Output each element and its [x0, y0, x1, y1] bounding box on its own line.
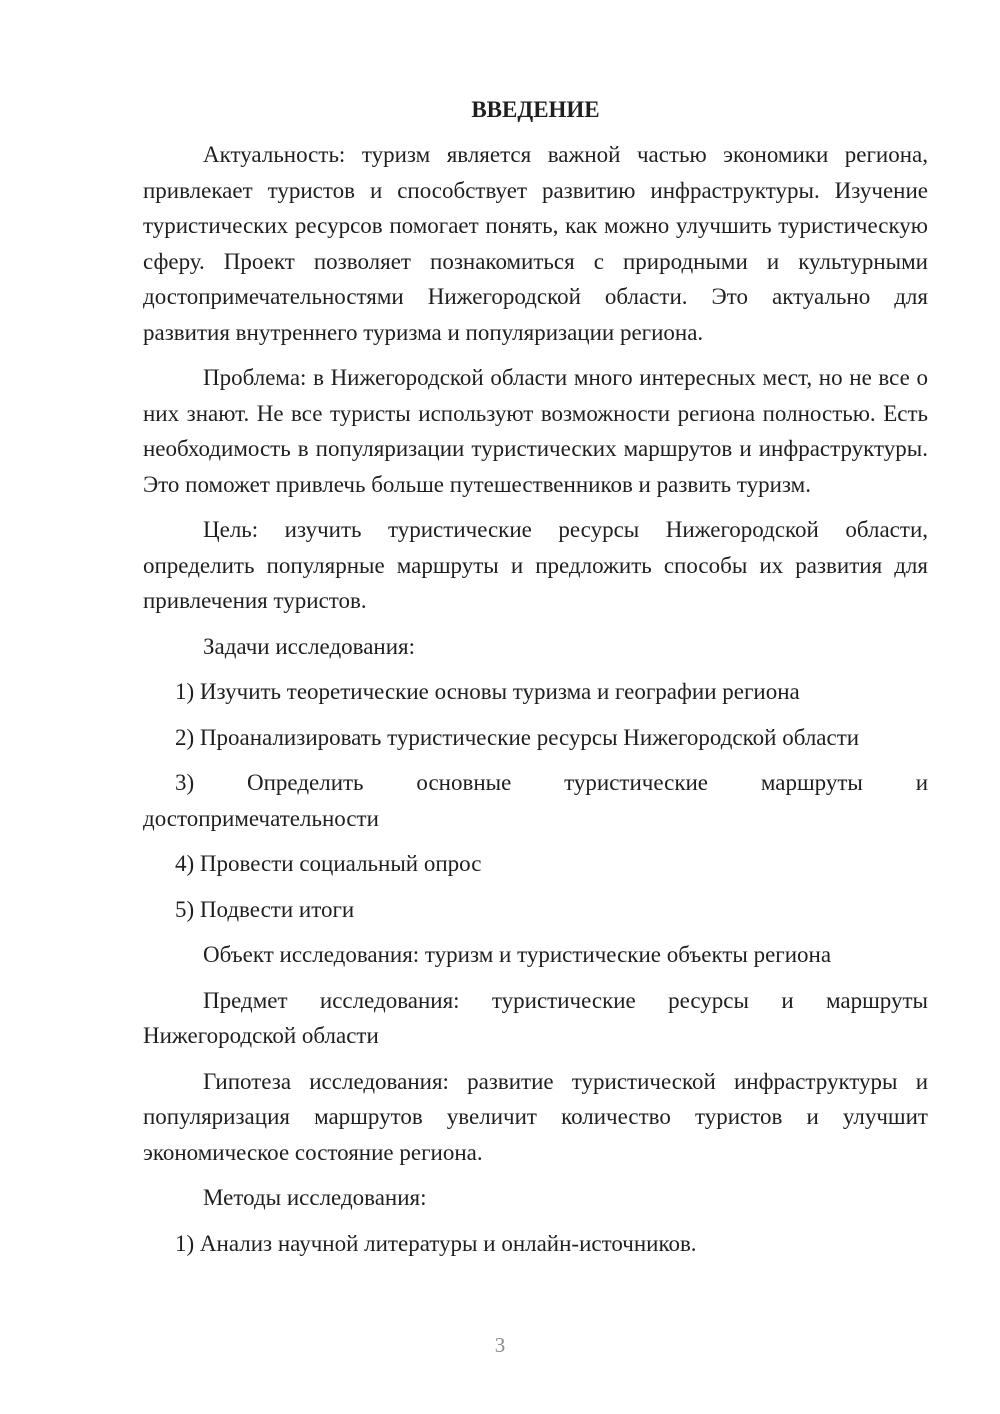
subject-paragraph: Предмет исследования: туристические ресурсы и маршруты Нижегородской области	[143, 987, 928, 1048]
task-item-1: 1) Изучить теоретические основы туризма и географии региона	[175, 679, 800, 704]
task-item-4: 4) Провести социальный опрос	[175, 851, 482, 876]
section-title: ВВЕДЕНИЕ	[471, 97, 600, 122]
tasks-heading: Задачи исследования:	[203, 633, 416, 659]
problem-paragraph: Проблема: в Нижегородской области много интересных мест, но не все о них знают. Не все туристы используют возможности региона полностью. Есть необходимость в популяризации туристических маршрутов и инфраструктуры. Это поможет привлечь больше путешественников и развить туризм.	[143, 365, 928, 497]
goal-paragraph: Цель: изучить туристические ресурсы Нижегородской области, определить популярные маршруты и предложить способы их развития для привлечения туристов.	[143, 517, 928, 613]
relevance-paragraph: Актуальность: туризм является важной частью экономики региона, привлекает туристов и способствует развитию инфраструктуры. Изучение туристических ресурсов помогает понять, как можно улучшить туристическую сферу. Проект позволяет познакомиться с природными и культурными достопримечательностями Нижегородской области. Это актуально для развития внутреннего туризма и популяризации региона.	[143, 142, 928, 345]
task-item-3: 3) Определить основные туристические маршруты и достопримечательности	[143, 770, 928, 831]
task-item-5: 5) Подвести итоги	[175, 896, 355, 922]
object-paragraph: Объект исследования: туризм и туристические объекты региона	[203, 942, 832, 967]
document-body	[143, 92, 928, 1271]
page-number: 3	[494, 1333, 506, 1357]
hypothesis-paragraph: Гипотеза исследования: развитие туристической инфраструктуры и популяризация маршрутов увеличит количество туристов и улучшит экономическое состояние региона.	[143, 1068, 928, 1165]
method-item-1: 1) Анализ научной литературы и онлайн-источников.	[175, 1230, 697, 1256]
task-item-2: 2) Проанализировать туристические ресурсы Нижегородской области	[175, 724, 860, 750]
methods-heading: Методы исследования:	[203, 1185, 427, 1210]
